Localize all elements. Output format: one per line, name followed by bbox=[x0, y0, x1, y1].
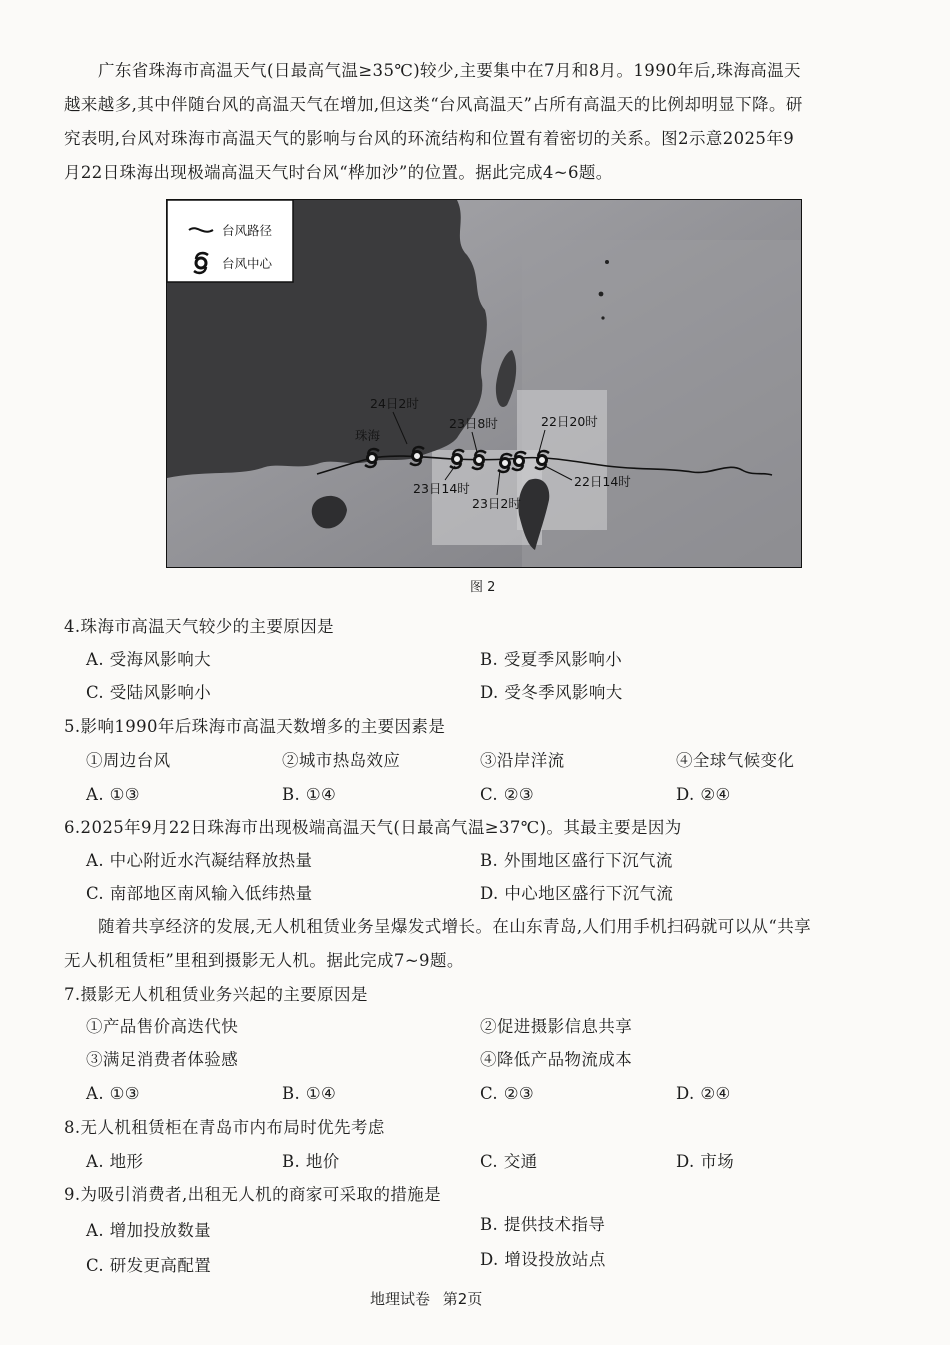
label-time-23d2h: 23日2时 bbox=[472, 496, 521, 511]
q5-option-c: C. ②③ bbox=[480, 785, 535, 804]
q6-option-d: D. 中心地区盛行下沉气流 bbox=[480, 884, 674, 903]
intro-line: 广东省珠海市高温天气(日最高气温≥35℃)较少,主要集中在7月和8月。1990年后,珠海高温天 bbox=[98, 61, 801, 80]
footer-page-number: 第2页 bbox=[442, 1290, 483, 1308]
intro-line: 究表明,台风对珠海市高温天气的影响与台风的环流结构和位置有着密切的关系。图2示意2025年9 bbox=[64, 129, 795, 148]
q5-item-4: ④全球气候变化 bbox=[676, 751, 795, 770]
q5-option-a: A. ①③ bbox=[86, 785, 140, 804]
question-5-stem: 5.影响1990年后珠海市高温天数增多的主要因素是 bbox=[64, 717, 446, 736]
q7-item-3: ③满足消费者体验感 bbox=[86, 1050, 239, 1069]
q8-option-d: D. 市场 bbox=[676, 1152, 735, 1171]
label-time-23d14h: 23日14时 bbox=[413, 481, 470, 496]
q5-item-3: ③沿岸洋流 bbox=[480, 751, 565, 770]
page-footer bbox=[370, 1288, 482, 1309]
q8-option-b: B. 地价 bbox=[282, 1152, 340, 1171]
q5-item-2: ②城市热岛效应 bbox=[282, 751, 401, 770]
intro-line: 越来越多,其中伴随台风的高温天气在增加,但这类“台风高温天”占所有高温天的比例却明显下降。研 bbox=[64, 95, 803, 114]
q9-option-d: D. 增设投放站点 bbox=[480, 1250, 606, 1269]
footer-subject: 地理试卷 bbox=[370, 1290, 431, 1308]
q7-option-b: B. ①④ bbox=[282, 1084, 337, 1103]
q7-option-c: C. ②③ bbox=[480, 1084, 535, 1103]
intro-line: 无人机租赁柜”里租到摄影无人机。据此完成7~9题。 bbox=[64, 951, 464, 970]
typhoon-map-figure bbox=[166, 199, 802, 568]
q6-option-b: B. 外围地区盛行下沉气流 bbox=[480, 851, 673, 870]
label-time-23d8h: 23日8时 bbox=[449, 416, 498, 431]
question-9-stem: 9.为吸引消费者,出租无人机的商家可采取的措施是 bbox=[64, 1185, 442, 1204]
small-island bbox=[601, 316, 604, 319]
question-8-stem: 8.无人机租赁柜在青岛市内布局时优先考虑 bbox=[64, 1118, 385, 1137]
question-6-stem: 6.2025年9月22日珠海市出现极端高温天气(日最高气温≥37℃)。其最主要是因为 bbox=[64, 818, 682, 837]
q6-option-c: C. 南部地区南风输入低纬热量 bbox=[86, 884, 313, 903]
question-4-stem: 4.珠海市高温天气较少的主要原因是 bbox=[64, 617, 335, 636]
figure-caption: 图 2 bbox=[470, 580, 496, 595]
question-7-stem: 7.摄影无人机租赁业务兴起的主要原因是 bbox=[64, 985, 368, 1004]
q4-option-b: B. 受夏季风影响小 bbox=[480, 650, 623, 669]
legend-center-label: 台风中心 bbox=[222, 256, 273, 271]
q8-option-a: A. 地形 bbox=[86, 1152, 144, 1171]
label-time-22d20h: 22日20时 bbox=[541, 414, 598, 429]
q4-option-c: C. 受陆风影响小 bbox=[86, 683, 212, 702]
label-zhuhai: 珠海 bbox=[355, 428, 381, 443]
label-time-24d2h: 24日2时 bbox=[370, 396, 419, 411]
intro-line: 月22日珠海出现极端高温天气时台风“桦加沙”的位置。据此完成4~6题。 bbox=[64, 163, 613, 182]
q7-item-4: ④降低产品物流成本 bbox=[480, 1050, 633, 1069]
q5-option-d: D. ②④ bbox=[676, 785, 731, 804]
q4-option-a: A. 受海风影响大 bbox=[86, 650, 212, 669]
label-time-22d14h: 22日14时 bbox=[574, 474, 631, 489]
q7-option-a: A. ①③ bbox=[86, 1084, 140, 1103]
q7-item-1: ①产品售价高迭代快 bbox=[86, 1017, 239, 1036]
typhoon-map bbox=[167, 200, 801, 567]
q5-option-b: B. ①④ bbox=[282, 785, 337, 804]
q8-option-c: C. 交通 bbox=[480, 1152, 538, 1171]
intro-paragraph-1 bbox=[64, 54, 909, 190]
q9-option-a: A. 增加投放数量 bbox=[86, 1221, 212, 1240]
q9-option-b: B. 提供技术指导 bbox=[480, 1215, 606, 1234]
intro-paragraph-2 bbox=[64, 910, 909, 978]
small-island bbox=[599, 292, 604, 297]
intro-line: 随着共享经济的发展,无人机租赁业务呈爆发式增长。在山东青岛,人们用手机扫码就可以从“共享 bbox=[98, 917, 812, 936]
q7-option-d: D. ②④ bbox=[676, 1084, 731, 1103]
q9-option-c: C. 研发更高配置 bbox=[86, 1256, 212, 1275]
q6-option-a: A. 中心附近水汽凝结释放热量 bbox=[86, 851, 313, 870]
q4-option-d: D. 受冬季风影响大 bbox=[480, 683, 623, 702]
q7-item-2: ②促进摄影信息共享 bbox=[480, 1017, 633, 1036]
legend-path-label: 台风路径 bbox=[222, 223, 273, 238]
small-island bbox=[605, 260, 609, 264]
q5-item-1: ①周边台风 bbox=[86, 751, 171, 770]
